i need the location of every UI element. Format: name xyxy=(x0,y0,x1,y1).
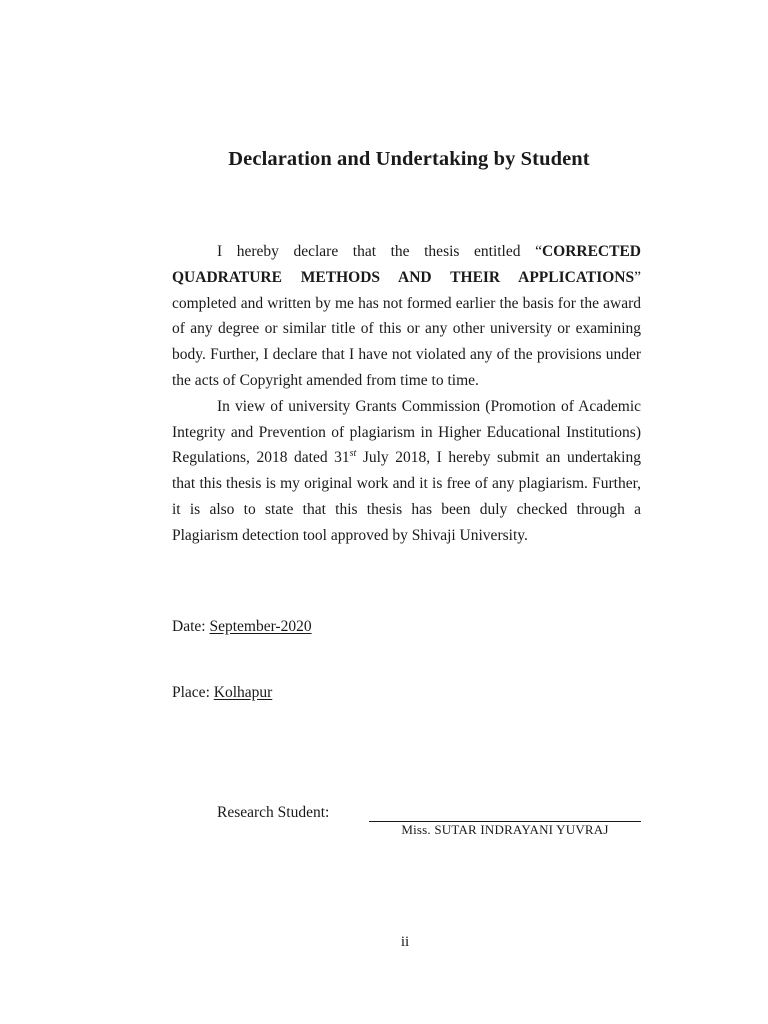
paragraph-2-part-1: In view of university Grants Commission (Promotion of Academic Integrity and Prevention of plagiarism in Higher Educational Institutions) Regulations, 2018 dated 31 xyxy=(172,397,641,467)
declaration-paragraph-2 xyxy=(172,394,641,549)
place-value: Kolhapur xyxy=(213,684,273,701)
place-field xyxy=(172,684,272,702)
page-number: ii xyxy=(400,934,410,950)
paragraph-1-rest: ” completed and written by me has not formed earlier the basis for the award of any degree or similar title of this or any other university or examining body. Further, I declare that I have not violated any of the provisions under the acts of Copyright amended from time to time. xyxy=(172,268,641,389)
date-label: Date: xyxy=(172,618,206,635)
place-label: Place: xyxy=(172,684,210,701)
date-value: September-2020 xyxy=(209,618,312,635)
paragraph-2-part-2: July 2018, I hereby submit an undertaking that this thesis is my original work and it is free of any plagiarism. Further, it is also to state that this thesis has been duly checked through a Plagiarism detection tool approved by Shivaji University. xyxy=(172,449,641,544)
thesis-title: CORRECTED QUADRATURE METHODS AND THEIR APPLICATIONS xyxy=(172,243,641,286)
student-name: Miss. SUTAR INDRAYANI YUVRAJ xyxy=(401,822,609,837)
page-title: Declaration and Undertaking by Student xyxy=(228,148,590,170)
paragraph-1-intro: I hereby declare that the thesis entitled “ xyxy=(217,243,542,260)
ordinal-superscript: st xyxy=(349,448,357,460)
signature-label: Research Student: xyxy=(217,804,330,821)
declaration-paragraph-1 xyxy=(172,239,641,394)
declaration-body xyxy=(172,239,641,549)
date-field xyxy=(172,618,312,636)
